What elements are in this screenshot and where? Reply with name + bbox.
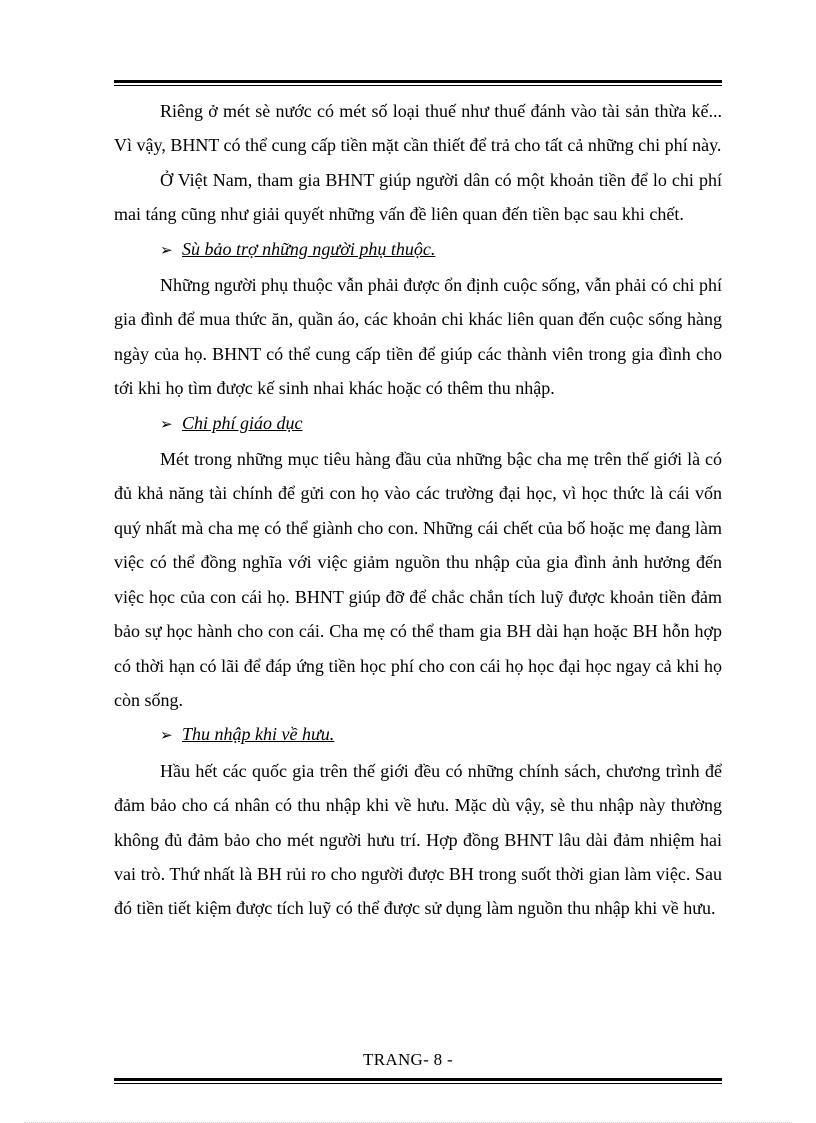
arrow-bullet-icon: ➢ <box>160 416 173 433</box>
paragraph-education: Mét trong những mục tiêu hàng đầu của những bậc cha mẹ trên thế giới là có đủ khả năng tài chính để gửi con họ vào các trường đại học, vì học thức là cái vốn quý nhất mà cha mẹ có thể giành cho con. Những cái chết của bố hoặc mẹ đang làm việc có thể đồng nghĩa với việc giảm nguồn thu nhập của gia đình ảnh hưởng đến việc học của con cái họ. BHNT giúp đỡ để chắc chắn tích luỹ được khoản tiền đảm bảo sự học hành cho con cái. Cha mẹ có thể tham gia BH dài hạn hoặc BH hỗn hợp có thời hạn có lãi để đáp ứng tiền học phí cho con cái họ học đại học ngay cả khi họ còn sống. <box>114 449 722 710</box>
section-heading-text: Thu nhập khi về hưu. <box>182 724 335 745</box>
paragraph-retirement: Hầu hết các quốc gia trên thế giới đều có những chính sách, chương trình để đảm bảo cho cá nhân có thu nhập khi về hưu. Mặc dù vậy, sè thu nhập này thường không đủ đảm bảo cho mét người hưu trí. Hợp đồng BHNT lâu dài đảm nhiệm hai vai trò. Thứ nhất là BH rủi ro cho người được BH trong suốt thời gian làm việc. Sau đó tiền tiết kiệm được tích luỹ có thể được sử dụng làm nguồn thu nhập khi về hưu. <box>114 760 722 919</box>
section-heading-education <box>114 406 722 442</box>
paragraph-funeral-costs: Ở Việt Nam, tham gia BHNT giúp người dân có một khoản tiền để lo chi phí mai táng cũng như giải quyết những vấn đề liên quan đến tiền bạc sau khi chết. <box>114 169 722 225</box>
arrow-bullet-icon: ➢ <box>160 242 173 259</box>
paragraph-dependents: Những người phụ thuộc vẫn phải được ổn định cuộc sống, vẫn phải có chi phí gia đình để mua thức ăn, quần áo, các khoản chi khác liên quan đến cuộc sống hàng ngày của họ. BHNT có thể cung cấp tiền để giúp các thành viên trong gia đình cho tới khi họ tìm được kế sinh nhai khác hoặc có thêm thu nhập. <box>114 275 722 399</box>
arrow-bullet-icon: ➢ <box>160 728 173 745</box>
section-heading-dependents <box>114 232 722 268</box>
section-heading-text: Chi phí giáo dục <box>182 412 303 433</box>
header-double-rule <box>114 80 722 90</box>
document-body <box>114 94 722 926</box>
section-heading-retirement <box>114 717 722 753</box>
page-number-footer: TRANG- 8 - <box>363 1050 453 1069</box>
paragraph-inheritance-tax: Riêng ở mét sè nước có mét số loại thuế như thuế đánh vào tài sản thừa kế... Vì vậy, BHNT có thể cung cấp tiền mặt cần thiết để trả cho tất cả những chi phí này. <box>114 101 722 156</box>
footer-double-rule <box>114 1078 722 1088</box>
section-heading-text: Sù bảo trợ những người phụ thuộc. <box>182 238 436 259</box>
